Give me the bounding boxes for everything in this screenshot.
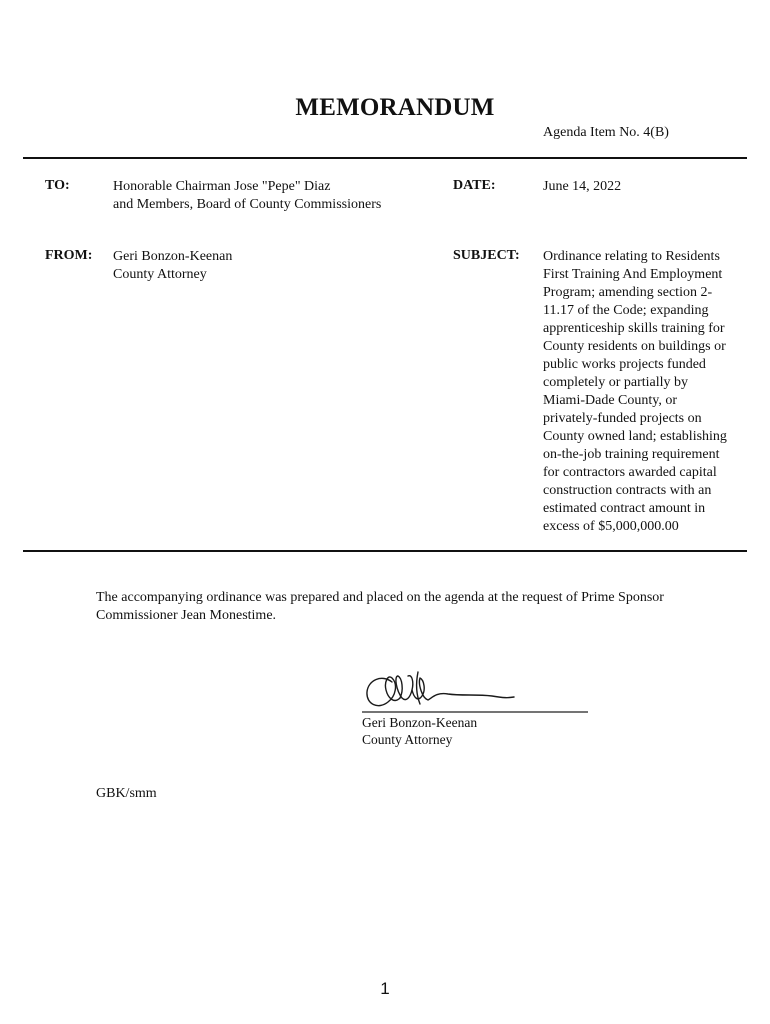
from-label: FROM: [45, 248, 93, 263]
date-value: June 14, 2022 [543, 179, 622, 194]
page-number: 1 [380, 979, 390, 998]
memo-body [96, 589, 664, 625]
reference-initials: GBK/smm [96, 786, 157, 801]
to-line: and Members, Board of County Commissioners [113, 197, 382, 212]
subject-line: for contractors awarded capital [543, 465, 717, 480]
subject-line: Ordinance relating to Residents [543, 249, 720, 264]
header-divider-top [23, 157, 747, 159]
memo-title: MEMORANDUM [295, 94, 495, 121]
body-line: Commissioner Jean Monestime. [96, 608, 277, 623]
from-line: County Attorney [113, 267, 207, 282]
subject-line: public works projects funded [543, 357, 706, 372]
signer-name: Geri Bonzon-Keenan [362, 715, 478, 730]
signer-title: County Attorney [362, 732, 453, 747]
subject-label: SUBJECT: [453, 248, 520, 263]
subject-line: 11.17 of the Code; expanding [543, 303, 709, 318]
subject-line: Program; amending section 2- [543, 285, 713, 300]
subject-line: excess of $5,000,000.00 [543, 519, 679, 534]
subject-line: estimated contract amount in [543, 501, 706, 516]
signature-block [362, 714, 477, 748]
subject-line: County owned land; establishing [543, 429, 727, 444]
subject-line: First Training And Employment [543, 267, 723, 282]
to-label: TO: [45, 178, 70, 193]
from-sender [113, 248, 232, 284]
subject-text [543, 248, 748, 536]
subject-line: privately-funded projects on [543, 411, 702, 426]
subject-line: completely or partially by [543, 375, 689, 390]
from-line: Geri Bonzon-Keenan [113, 249, 233, 264]
subject-line: on-the-job training requirement [543, 447, 720, 462]
handwritten-signature [358, 668, 590, 718]
subject-line: Miami-Dade County, or [543, 393, 678, 408]
date-label: DATE: [453, 178, 496, 193]
body-line: The accompanying ordinance was prepared and placed on the agenda at the request of Prime Sponsor [96, 590, 664, 605]
to-line: Honorable Chairman Jose "Pepe" Diaz [113, 179, 331, 194]
subject-line: construction contracts with an [543, 483, 712, 498]
to-recipient [113, 178, 381, 214]
subject-line: County residents on buildings or [543, 339, 726, 354]
subject-line: apprenticeship skills training for [543, 321, 725, 336]
agenda-item-number: Agenda Item No. 4(B) [543, 125, 669, 140]
header-divider-bottom [23, 550, 747, 552]
